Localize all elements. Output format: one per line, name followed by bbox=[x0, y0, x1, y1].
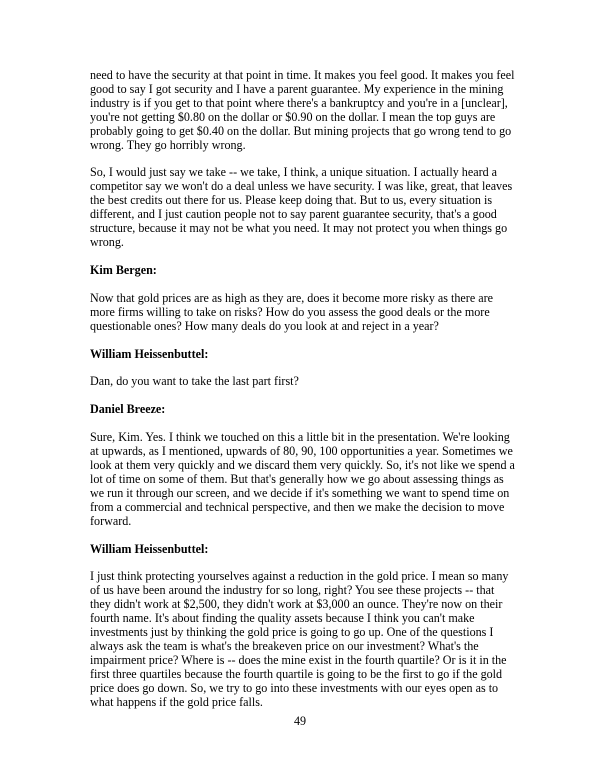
paragraph: Now that gold prices are as high as they are, does it become more risky as there are more firms willing to take on risks? How do you assess the good deals or the more questionable ones? How many deals do you look at and reject in a year? bbox=[90, 290, 493, 333]
paragraph: Dan, do you want to take the last part first? bbox=[90, 374, 299, 389]
speaker-name: Daniel Breeze: bbox=[90, 402, 166, 417]
speaker-name: Kim Bergen: bbox=[90, 262, 157, 277]
page-number: 49 bbox=[293, 714, 307, 728]
speaker-name: William Heissenbuttel: bbox=[90, 346, 209, 361]
transcript-body bbox=[90, 69, 518, 724]
paragraph: need to have the security at that point in time. It makes you feel good. It makes you feel good to say I got security and I have a parent guarantee. My experience in the mining industry is if you get to that point where there's a bankruptcy and you're in a [unclear], you're not getting $0.80 on the dollar or $0.90 on the dollar. I mean the top guys are probably going to get $0.40 on the dollar. But mining projects that go wrong tend to go wrong. They go horribly wrong. bbox=[90, 68, 515, 152]
paragraph: So, I would just say we take -- we take, I think, a unique situation. I actually heard a competitor say we won't do a deal unless we have security. I was like, great, that leaves the best credits out there for us. Please keep doing that. But to us, every situation is different, and I just caution people not to say parent guarantee security, that's a good structure, because it may not be what you need. It may not protect you when things go wrong. bbox=[90, 165, 513, 249]
paragraph: I just think protecting yourselves against a reduction in the gold price. I mean so many of us have been around the industry for so long, right? You see these projects -- that they didn't work at $2,500, they didn't work at $3,000 an ounce. They're now on their fourth name. It's about finding the quality assets because I think you can't make investments just by thinking the gold price is going to go up. One of the questions I always ask the team is what's the breakeven price on our investment? What's the impairment price? Where is -- does the mine exist in the fourth quartile? Or is it in the first three quartiles because the fourth quartile is going to be the first to go if the gold price does go down. So, we try to go into these investments with our eyes open as to what happens if the gold price falls. bbox=[90, 569, 509, 709]
paragraph: Sure, Kim. Yes. I think we touched on this a little bit in the presentation. We're looking at upwards, as I mentioned, upwards of 80, 90, 100 opportunities a year. Sometimes we look at them very quickly and we discard them very quickly. So, it's not like we spend a lot of time on some of them. But that's generally how we go about assessing things as we run it through our screen, and we decide if it's something we want to spend time on from a commercial and technical perspective, and then we make the decision to move forward. bbox=[90, 430, 515, 528]
speaker-name: William Heissenbuttel: bbox=[90, 541, 209, 556]
